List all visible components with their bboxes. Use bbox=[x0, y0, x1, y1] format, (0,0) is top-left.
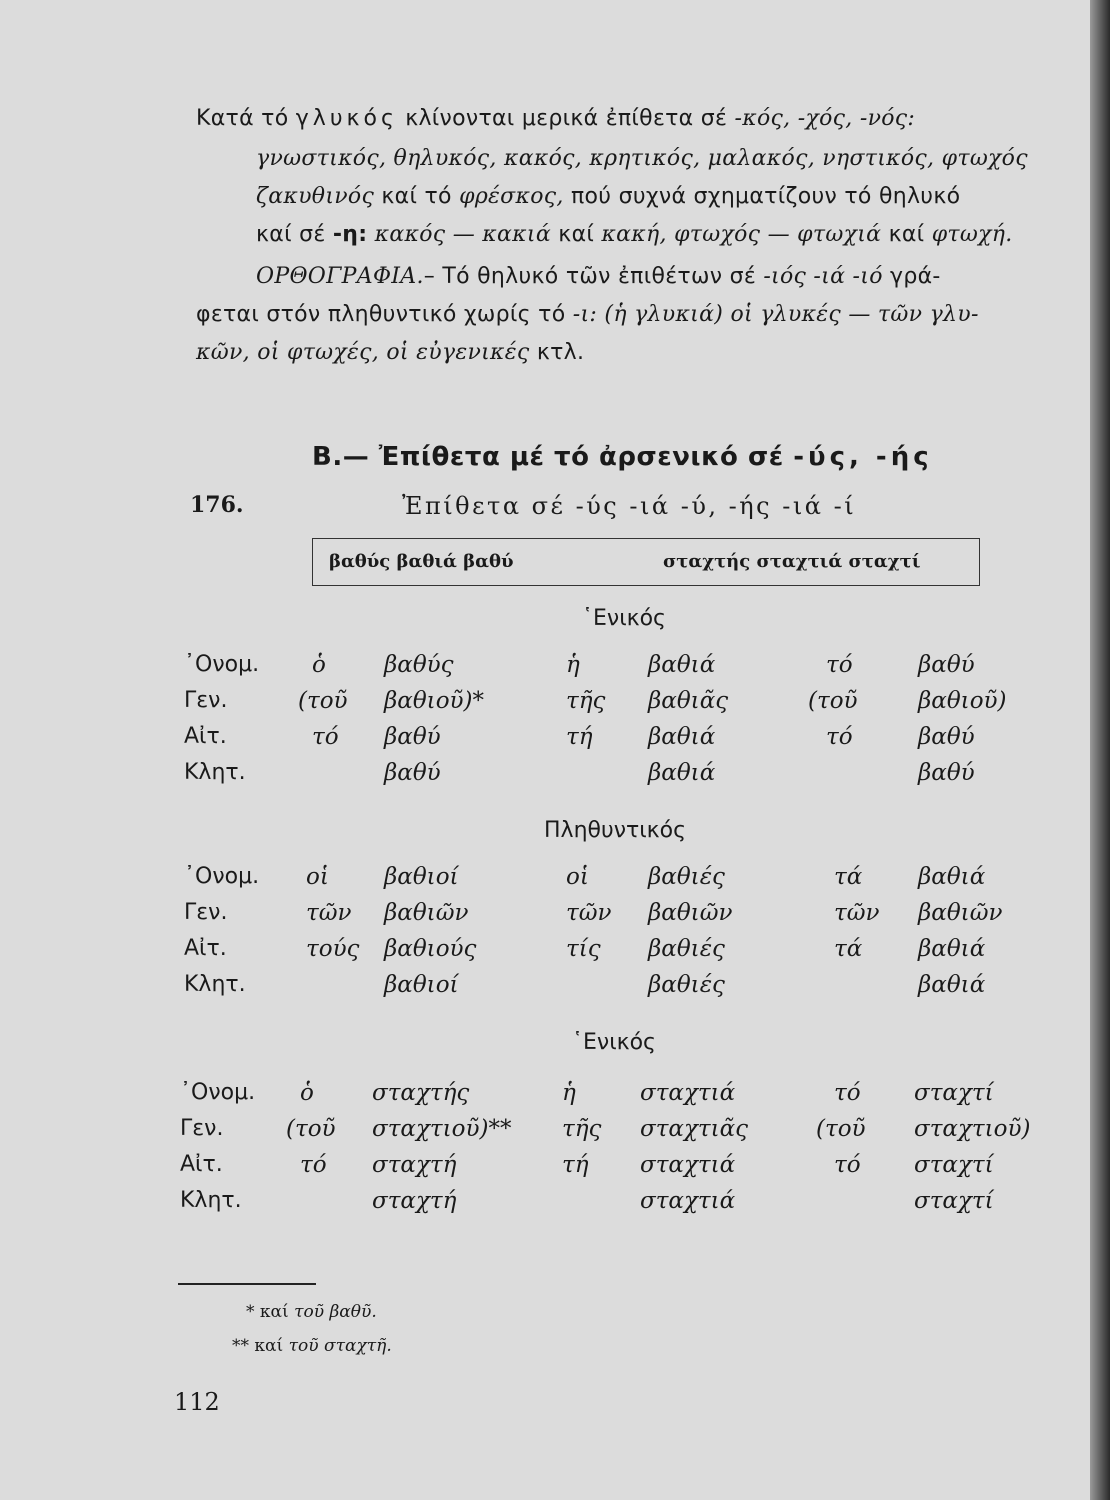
intro-example: ζακυθινός bbox=[256, 184, 375, 209]
table2-article: τούς bbox=[306, 936, 360, 962]
table3-form: σταχτής bbox=[372, 1080, 470, 1106]
table3-article: τῆς bbox=[562, 1116, 602, 1142]
footnote-example: τοῦ σταχτῆ. bbox=[288, 1336, 392, 1356]
table1-case-label: Αἰτ. bbox=[184, 724, 227, 749]
table1-form: βαθιά bbox=[648, 652, 716, 678]
table1-form: βαθύ bbox=[918, 652, 975, 678]
ortho-example: κῶν, οἱ φτωχές, οἱ εὐγενικές bbox=[196, 340, 530, 365]
table3-title: ῾Ενικός bbox=[572, 1030, 656, 1055]
table2-article: οἱ bbox=[566, 864, 589, 890]
table1-article: τή bbox=[566, 724, 593, 750]
table1-article: ὁ bbox=[312, 652, 326, 678]
section-number: 176. bbox=[190, 492, 244, 518]
table3-form: σταχτί bbox=[914, 1152, 994, 1178]
table1-title: ῾Ενικός bbox=[582, 606, 666, 631]
section-heading bbox=[312, 442, 933, 472]
table3-form: σταχτιά bbox=[640, 1080, 736, 1106]
table2-form: βαθιούς bbox=[384, 936, 477, 962]
table1-form: βαθιᾶς bbox=[648, 688, 729, 714]
table3-form: σταχτή bbox=[372, 1188, 457, 1214]
table3-case-label: Αἰτ. bbox=[180, 1152, 223, 1177]
ortho-text: φεται στόν πληθυντικό χωρίς τό bbox=[196, 302, 566, 327]
intro-line-1 bbox=[196, 106, 915, 131]
table1-form: βαθύ bbox=[384, 760, 441, 786]
table1-form: βαθιά bbox=[648, 724, 716, 750]
footnote-text: καί bbox=[259, 1302, 289, 1322]
table1-article: (τοῦ bbox=[298, 688, 348, 714]
table2-form: βαθιοί bbox=[384, 972, 459, 998]
intro-keyword: γλυκός bbox=[295, 106, 398, 131]
table1-article: τό bbox=[826, 724, 853, 750]
footnote-example: τοῦ βαθῦ. bbox=[294, 1302, 377, 1322]
table1-form: βαθύ bbox=[918, 724, 975, 750]
intro-text: καί bbox=[558, 222, 595, 247]
section-heading-text: Β.— Ἐπίθετα μέ τό ἀρσενικό σέ bbox=[312, 442, 784, 472]
intro-text: καί σέ bbox=[256, 222, 326, 247]
ortho-line-3 bbox=[196, 340, 584, 365]
table1-form: βαθιοῦ)* bbox=[384, 688, 484, 714]
table1-article: τῆς bbox=[566, 688, 606, 714]
section-subtitle: Ἐπίθετα σέ -ύς -ιά -ύ, -ής -ιά -ί bbox=[402, 492, 857, 520]
table1-article: τό bbox=[826, 652, 853, 678]
table3-form: σταχτιά bbox=[640, 1152, 736, 1178]
footnote-2 bbox=[232, 1336, 392, 1356]
intro-endings: -κός, -χός, -νός: bbox=[734, 106, 916, 131]
table3-form: σταχτιοῦ)** bbox=[372, 1116, 512, 1142]
intro-text: Κατά τό bbox=[196, 106, 289, 131]
table3-form: σταχτιᾶς bbox=[640, 1116, 749, 1142]
table3-article: (τοῦ bbox=[816, 1116, 866, 1142]
table3-article: (τοῦ bbox=[286, 1116, 336, 1142]
table3-case-label: Γεν. bbox=[180, 1116, 224, 1141]
table2-title: Πληθυντικός bbox=[544, 818, 687, 843]
intro-line-2: γνωστικός, θηλυκός, κακός, κρητικός, μαλακός, νηστικός, φτωχός bbox=[256, 146, 1028, 171]
table2-form: βαθιά bbox=[918, 864, 986, 890]
table1-form: βαθιοῦ) bbox=[918, 688, 1007, 714]
ortho-text: κτλ. bbox=[536, 340, 585, 365]
table1-case-label: ᾿Ονομ. bbox=[184, 652, 260, 677]
table2-article: τῶν bbox=[306, 900, 352, 926]
table3-form: σταχτή bbox=[372, 1152, 457, 1178]
table1-form: βαθύ bbox=[384, 724, 441, 750]
table3-form: σταχτί bbox=[914, 1188, 994, 1214]
table3-form: σταχτί bbox=[914, 1080, 994, 1106]
table2-article: τά bbox=[834, 936, 863, 962]
intro-ending: -η: bbox=[332, 222, 368, 247]
intro-text: καί τό bbox=[381, 184, 452, 209]
table2-article: τίς bbox=[566, 936, 601, 962]
table2-form: βαθιά bbox=[918, 972, 986, 998]
ortho-text: – Τό θηλυκό τῶν ἐπιθέτων σέ bbox=[423, 264, 757, 289]
intro-example: φρέσκος, bbox=[459, 184, 564, 209]
footnote-text: καί bbox=[254, 1336, 284, 1356]
table3-case-label: Κλητ. bbox=[180, 1188, 242, 1213]
intro-example: κακή, φτωχός — φτωχιά bbox=[601, 222, 882, 247]
table3-article: ἡ bbox=[562, 1080, 576, 1106]
ortho-line-2 bbox=[196, 302, 979, 327]
footnote-1 bbox=[246, 1302, 377, 1322]
ortho-endings: -ιός -ιά -ιό bbox=[763, 264, 883, 289]
footnote-mark: * bbox=[246, 1302, 255, 1322]
table2-form: βαθιές bbox=[648, 864, 725, 890]
intro-text: καί bbox=[888, 222, 925, 247]
table2-form: βαθιά bbox=[918, 936, 986, 962]
table2-article: τῶν bbox=[834, 900, 880, 926]
table2-case-label: Γεν. bbox=[184, 900, 228, 925]
table2-case-label: ᾿Ονομ. bbox=[184, 864, 260, 889]
footnote-mark: ** bbox=[232, 1336, 249, 1356]
intro-example: φτωχή. bbox=[931, 222, 1013, 247]
box-left-label: βαθύς βαθιά βαθύ bbox=[329, 551, 514, 572]
intro-text: πού συχνά σχηματίζουν τό θηλυκό bbox=[570, 184, 961, 209]
table3-article: τό bbox=[834, 1152, 861, 1178]
ortho-line-1 bbox=[256, 264, 941, 289]
table2-article: τά bbox=[834, 864, 863, 890]
table2-form: βαθιῶν bbox=[648, 900, 733, 926]
table2-form: βαθιές bbox=[648, 972, 725, 998]
table1-form: βαθύ bbox=[918, 760, 975, 786]
table3-case-label: ᾿Ονομ. bbox=[180, 1080, 256, 1105]
intro-text: κλίνονται μερικά ἐπίθετα σέ bbox=[405, 106, 728, 131]
table1-case-label: Κλητ. bbox=[184, 760, 246, 785]
intro-example: κακός — κακιά bbox=[374, 222, 551, 247]
table3-article: ὁ bbox=[300, 1080, 314, 1106]
paradigm-box bbox=[312, 538, 980, 586]
ortho-example: -ι: (ἡ γλυκιά) οἱ γλυκές — τῶν γλυ- bbox=[572, 302, 979, 327]
table3-form: σταχτιά bbox=[640, 1188, 736, 1214]
book-spine-shadow bbox=[1090, 0, 1110, 1500]
table3-article: τή bbox=[562, 1152, 589, 1178]
table2-form: βαθιῶν bbox=[384, 900, 469, 926]
table2-form: βαθιῶν bbox=[918, 900, 1003, 926]
table1-article: ἡ bbox=[566, 652, 580, 678]
intro-line-3 bbox=[256, 184, 960, 209]
table1-form: βαθύς bbox=[384, 652, 454, 678]
table1-article: (τοῦ bbox=[808, 688, 858, 714]
ortho-label: ΟΡΘΟΓΡΑΦΙΑ. bbox=[256, 264, 424, 289]
table2-form: βαθιές bbox=[648, 936, 725, 962]
table2-article: οἱ bbox=[306, 864, 329, 890]
footnote-rule bbox=[178, 1283, 316, 1285]
box-right-label: σταχτής σταχτιά σταχτί bbox=[663, 551, 921, 572]
table1-form: βαθιά bbox=[648, 760, 716, 786]
table3-article: τό bbox=[834, 1080, 861, 1106]
section-heading-endings: -ύς, -ής bbox=[793, 442, 933, 472]
ortho-text: γρά- bbox=[890, 264, 941, 289]
table2-case-label: Κλητ. bbox=[184, 972, 246, 997]
table2-form: βαθιοί bbox=[384, 864, 459, 890]
intro-line-4 bbox=[256, 222, 1013, 247]
table2-article: τῶν bbox=[566, 900, 612, 926]
table2-case-label: Αἰτ. bbox=[184, 936, 227, 961]
table3-article: τό bbox=[300, 1152, 327, 1178]
table3-form: σταχτιοῦ) bbox=[914, 1116, 1031, 1142]
table1-case-label: Γεν. bbox=[184, 688, 228, 713]
page-number: 112 bbox=[174, 1388, 220, 1416]
table1-article: τό bbox=[312, 724, 339, 750]
